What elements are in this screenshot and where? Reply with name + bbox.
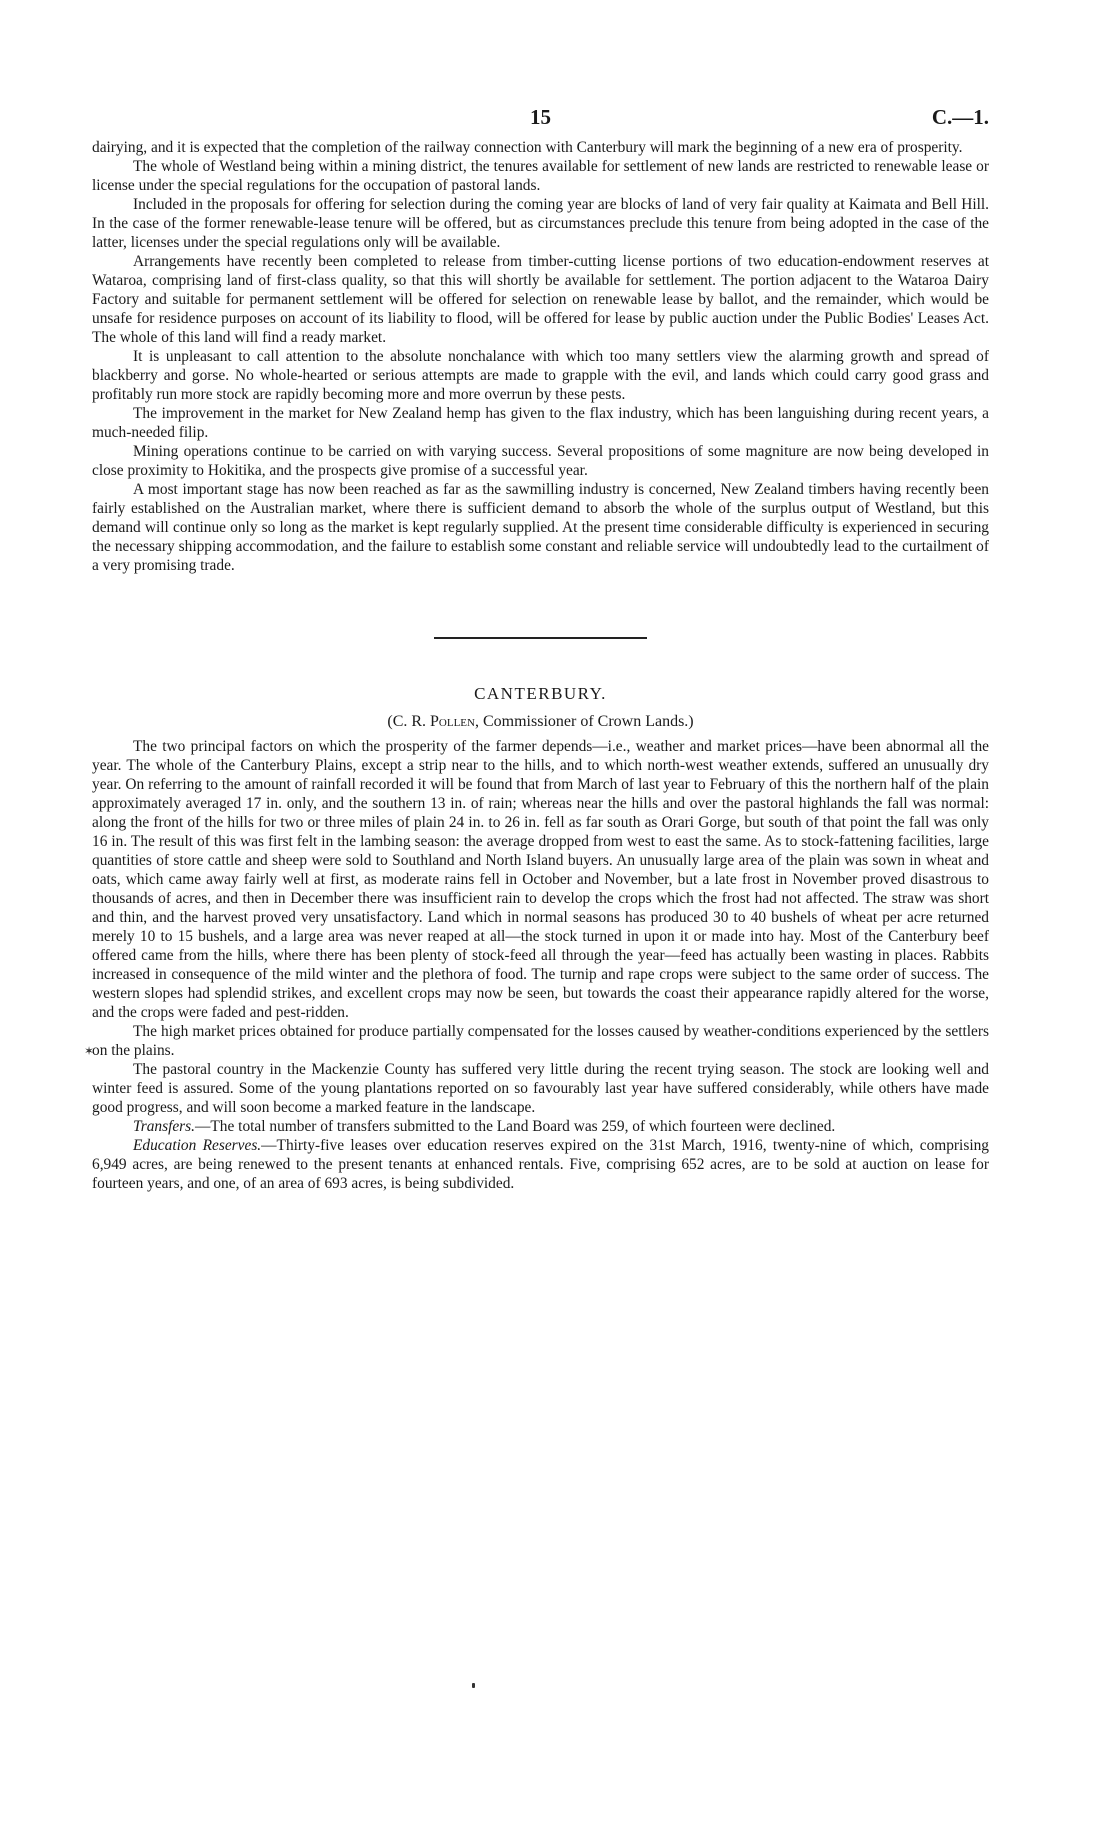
commissioner-name: Pollen — [430, 713, 475, 730]
transfers-heading: Transfers. — [133, 1118, 196, 1135]
paragraph: The improvement in the market for New Zealand hemp has given to the flax industry, which has been languishing during recent years, a much-needed filip. — [92, 405, 989, 441]
paragraph: The two principal factors on which the prosperity of the farmer depends—i.e., weather and market prices—have been abnormal all the year. The whole of the Canterbury Plains, except a strip near to the hills, and to which north-west weather extends, suffered an unusually dry year. On referring to the amount of rainfall recorded it will be found that from March of last year to February of this the northern half of the plain approximately averaged 17 in. only, and the southern 13 in. of rain; whereas near the hills and over the pastoral highlands the fall was normal: along the front of the hills for two or three miles of plain 24 in. to 26 in. fell as far south as Orari Gorge, but south of that point the fall was only 16 in. The result of this was first felt in the lambing season: the average dropped from west to east the same. As to stock-fattening facilities, large quantities of store cattle and sheep were sold to Southland and North Island buyers. An unusually large area of the plain was sown in wheat and oats, which came away fairly well at first, as moderate rains fell in October and November, but a late frost in November proved disastrous to thousands of acres, and then in December there was insufficient rain to develop the crops which the frost had not affected. The straw was short and thin, and the harvest proved very unsatisfactory. Land which in normal seasons has produced 30 to 40 bushels of wheat per acre returned merely 10 to 15 bushels, and a large area was never reaped at all—the stock turned in upon it or made into hay. Most of the Canterbury beef offered came from the hills, where there has been plenty of stock-feed all through the year—feed has actually been wasting in places. Rabbits increased in consequence of the mild winter and the plethora of food. The turnip and rape crops were subject to the same order of success. The western slopes had splendid strikes, and excellent crops may now be seen, but towards the coast their appearance rapidly altered for the worse, and the crops were faded and pest-ridden. — [92, 738, 989, 1021]
section-divider — [434, 637, 647, 639]
education-reserves-text: —Thirty-five leases over education reserves expired on the 31st March, 1916, twenty-nine of which, comprising 6,949 acres, are being renewed to the present tenants at enhanced rentals. Five, comprising 652 acres, are to be sold at auction on lease for fourteen years, and one, of an area of 693 acres, is being subdivided. — [92, 1137, 989, 1192]
page-header — [92, 104, 989, 138]
paragraph: It is unpleasant to call attention to the absolute nonchalance with which too many settlers view the alarming growth and spread of blackberry and gorse. No whole-hearted or serious attempts are made to grapple with the evil, and lands which could carry good grass and profitably run more stock are rapidly becoming more and more overrun by these pests. — [92, 348, 989, 403]
section-title: CANTERBURY. — [474, 684, 607, 703]
transfers-text: —The total number of transfers submitted to the Land Board was 259, of which fourteen were declined. — [195, 1118, 836, 1135]
byline-prefix: (C. R. — [387, 713, 431, 730]
paragraph: The whole of Westland being within a mining district, the tenures available for settlement of new lands are restricted to renewable lease or license under the special regulations for the occupation of pastoral lands. — [92, 158, 989, 194]
commissioner-byline — [92, 711, 989, 733]
ink-speck — [472, 1683, 475, 1688]
paragraph: Mining operations continue to be carried on with varying success. Several propositions of some magniture are now being developed in close proximity to Hokitika, and the prospects give promise of a successful year. — [92, 443, 989, 479]
paragraph: A most important stage has now been reached as far as the sawmilling industry is concerned, New Zealand timbers having recently been fairly established on the Australian market, where there is sufficient demand to absorb the whole of the surplus output of Westland, but this demand will continue only so long as the market is kept regularly supplied. At the present time considerable difficulty is experienced in securing the necessary shipping accommodation, and the failure to establish some constant and reliable service will undoubtedly lead to the curtailment of a very promising trade. — [92, 481, 989, 574]
document-page — [92, 104, 989, 1193]
byline-suffix: , Commissioner of Crown Lands.) — [474, 713, 694, 730]
paragraph: dairying, and it is expected that the completion of the railway connection with Canterbury will mark the beginning of a new era of prosperity. — [92, 139, 963, 156]
transfers-paragraph — [92, 1117, 989, 1136]
paragraph: Included in the proposals for offering for selection during the coming year are blocks of land of very fair quality at Kaimata and Bell Hill. In the case of the former renewable-lease tenure will be offered, but as circumstances preclude this tenure from being adopted in the case of the latter, licenses under the special regulations only will be available. — [92, 196, 989, 251]
canterbury-section — [92, 683, 989, 1193]
paragraph: Arrangements have recently been completed to release from timber-cutting license portions of two education-endowment reserves at Wataroa, comprising land of first-class quality, so that this will shortly be available for settlement. The portion adjacent to the Wataroa Dairy Factory and suitable for permanent settlement will be offered for selection on renewable lease by ballot, and the remainder, which would be unsafe for residence purposes on account of its liability to flood, will be offered for lease by public auction under the Public Bodies' Leases Act. The whole of this land will find a ready market. — [92, 253, 989, 346]
paragraph: The pastoral country in the Mackenzie County has suffered very little during the recent trying season. The stock are looking well and winter feed is assured. Some of the young plantations reported on so favourably last year have suffered considerably, while others have made good progress, and will soon become a marked feature in the landscape. — [92, 1061, 989, 1116]
margin-mark-icon: ✶ — [84, 1044, 95, 1058]
page-number: 15 — [530, 105, 551, 129]
document-reference: C.—1. — [931, 105, 989, 129]
education-reserves-heading: Education Reserves. — [133, 1137, 262, 1154]
education-reserves-paragraph — [92, 1136, 989, 1193]
paragraph: The high market prices obtained for produce partially compensated for the losses caused by weather-conditions experienced by the settlers on the plains. — [92, 1023, 989, 1059]
westland-section — [92, 138, 989, 575]
